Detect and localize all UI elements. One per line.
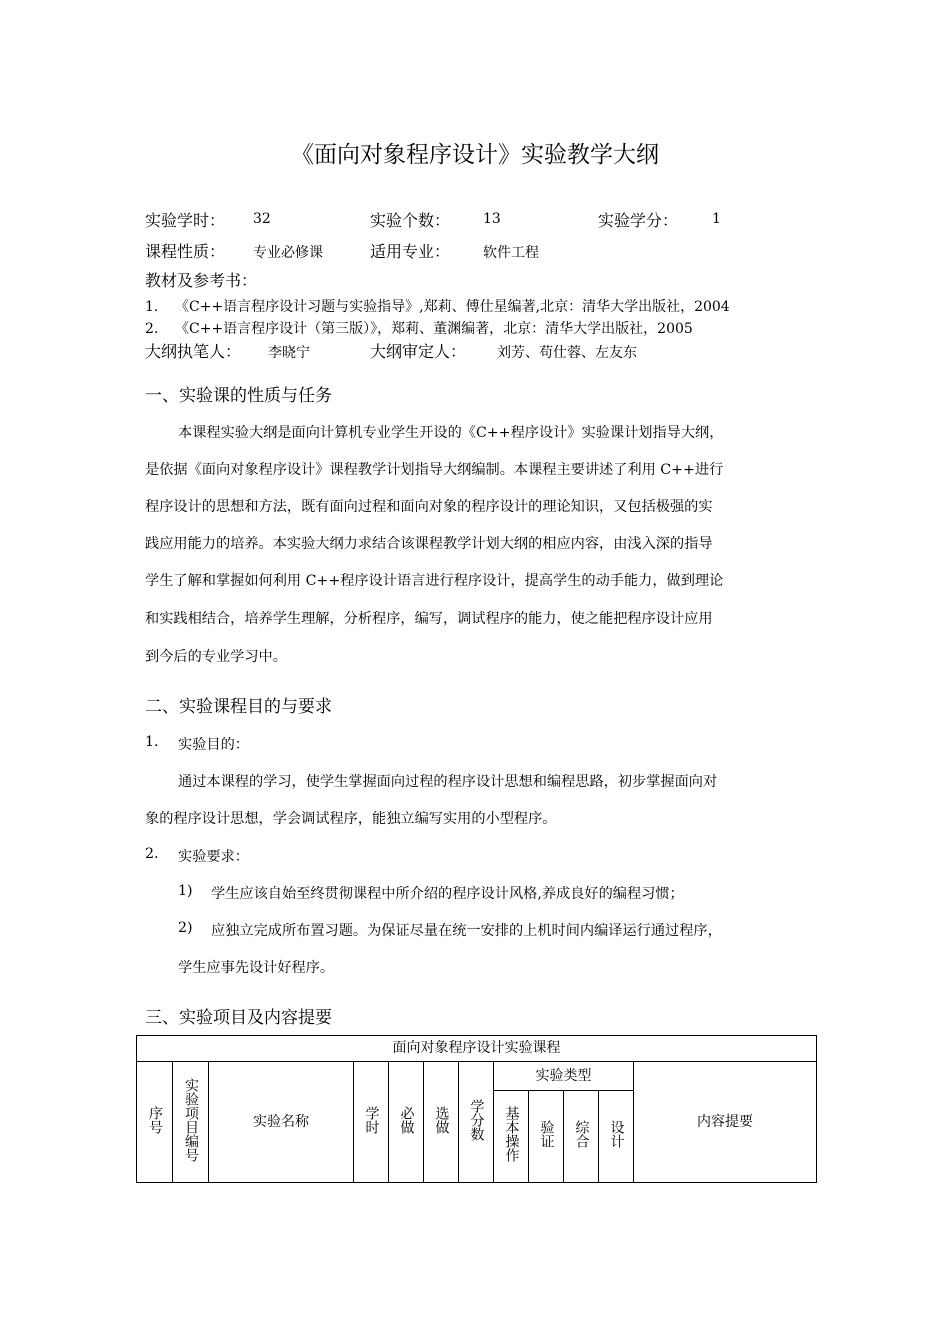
requirement-text: 学生应该自始至终贯彻课程中所介绍的程序设计风格,养成良好的编程习惯； — [211, 886, 684, 902]
nature-label: 课程性质： — [145, 242, 226, 261]
col-required-header: 必做 — [389, 1062, 424, 1183]
count-label: 实验个数： — [370, 211, 451, 230]
col-seq-header: 序号 — [137, 1062, 173, 1183]
col-elective-header: 选做 — [424, 1062, 459, 1183]
reference-item: 1. 《C++语言程序设计习题与实验指导》,郑莉、傅仕星编著,北京：清华大学出版社，2004 — [145, 299, 730, 315]
author-value: 李晓宁 — [268, 345, 310, 361]
section-heading-2: 二、实验课程目的与要求 — [145, 697, 332, 717]
major-value: 软件工程 — [483, 245, 539, 261]
nature-value: 专业必修课 — [253, 245, 323, 261]
paragraph-line: 和实践相结合，培养学生理解，分析程序，编写，调试程序的能力，使之能把程序设计应用 — [145, 611, 713, 627]
section-heading-1: 一、实验课的性质与任务 — [145, 386, 332, 406]
col-name-header: 实验名称 — [209, 1062, 354, 1183]
col-hours-header: 学时 — [354, 1062, 389, 1183]
col-id-header: 实验项目编号 — [173, 1062, 209, 1183]
document-title: 《面向对象程序设计》实验教学大纲 — [291, 142, 659, 168]
requirement-text-cont: 学生应事先设计好程序。 — [178, 960, 335, 976]
col-type-header: 实验类型 — [494, 1062, 634, 1091]
paragraph-line: 通过本课程的学习，使学生掌握面向过程的程序设计思想和编程思路，初步掌握面向对 — [178, 774, 718, 790]
experiment-table — [136, 1035, 817, 1183]
paragraph-line: 学生了解和掌握如何利用 C++程序设计语言进行程序设计，提高学生的动手能力，做到理论 — [145, 573, 724, 589]
paragraph-line: 到今后的专业学习中。 — [145, 649, 287, 665]
col-credit-header: 学分数 — [459, 1062, 494, 1183]
requirement-label: 实验要求： — [178, 849, 249, 865]
purpose-item-number: 1. — [145, 734, 159, 750]
type-design-header: 设计 — [599, 1091, 634, 1183]
credit-value: 1 — [712, 211, 721, 227]
reference-item: 2. 《C++语言程序设计（第三版）》，郑莉、董渊编著，北京：清华大学出版社，2005 — [145, 321, 693, 337]
books-label: 教材及参考书： — [145, 271, 258, 290]
section-heading-3: 三、实验项目及内容提要 — [145, 1008, 332, 1028]
paragraph-line: 是依据《面向对象程序设计》课程教学计划指导大纲编制。本课程主要讲述了利用 C++进行 — [145, 462, 724, 478]
table-caption: 面向对象程序设计实验课程 — [137, 1036, 817, 1062]
paragraph-line: 程序设计的思想和方法，既有面向过程和面向对象的程序设计的理论知识，又包括极强的实 — [145, 499, 713, 515]
reviewer-label: 大纲审定人： — [370, 342, 467, 361]
credit-label: 实验学分： — [598, 211, 679, 230]
major-label: 适用专业： — [370, 242, 451, 261]
hours-value: 32 — [253, 211, 271, 227]
hours-label: 实验学时： — [145, 211, 226, 230]
type-comp-header: 综合 — [564, 1091, 599, 1183]
type-basic-header: 基本操作 — [494, 1091, 529, 1183]
col-content-header: 内容提要 — [634, 1062, 817, 1183]
requirement-number: 2) — [178, 920, 193, 936]
paragraph-line: 践应用能力的培养。本实验大纲力求结合该课程教学计划大纲的相应内容，由浅入深的指导 — [145, 536, 713, 552]
purpose-label: 实验目的： — [178, 737, 249, 753]
paragraph-line: 本课程实验大纲是面向计算机专业学生开设的《C++程序设计》实验课计划指导大纲， — [178, 425, 724, 441]
type-verify-header: 验证 — [529, 1091, 564, 1183]
paragraph-line: 象的程序设计思想，学会调试程序，能独立编写实用的小型程序。 — [145, 811, 557, 827]
requirement-number: 1) — [178, 883, 193, 899]
count-value: 13 — [483, 211, 501, 227]
requirement-item-number: 2. — [145, 846, 159, 862]
requirement-text: 应独立完成所布置习题。为保证尽量在统一安排的上机时间内编译运行通过程序， — [211, 923, 722, 939]
reviewer-value: 刘芳、苟仕蓉、左友东 — [497, 345, 637, 361]
author-label: 大纲执笔人： — [145, 342, 242, 361]
